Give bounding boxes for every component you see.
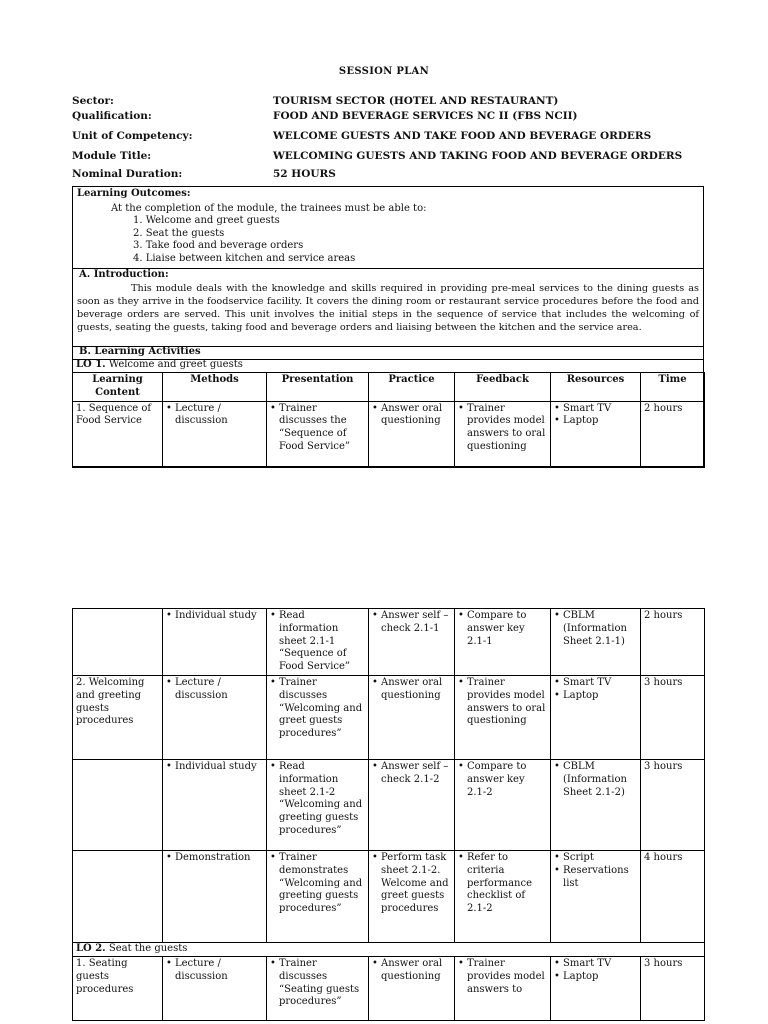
cell-resources: • CBLM (Information Sheet 2.1-2)	[551, 759, 641, 850]
cell-text: Read information sheet 2.1-1 “Sequence of Food Service”	[279, 610, 351, 673]
cell-text: Refer to criteria performance checklist of 2.1-2	[467, 851, 533, 915]
learning-outcomes-intro: At the completion of the module, the trainees must be able to:	[111, 202, 427, 214]
page-title: SESSION PLAN	[338, 66, 430, 77]
cell-methods: • Individual study	[163, 759, 267, 850]
cell-feedback: • Compare to answer key 2.1-1	[455, 609, 551, 676]
cell-resources: • Script • Reservations list	[551, 850, 641, 942]
cell-methods: • Demonstration	[163, 850, 267, 942]
header-text: Learning	[92, 374, 143, 385]
cell-text: Answer self – check 2.1-1	[381, 610, 449, 634]
meta-key: Unit of Competency:	[72, 130, 193, 142]
cell-text: Trainer provides model answers to oral questioning	[467, 402, 546, 452]
list-item: 1. Welcome and greet guests	[133, 215, 280, 227]
cell-practice: • Answer self – check 2.1-1	[369, 609, 455, 676]
cell-text: Demonstration	[175, 851, 251, 863]
cell-methods: • Individual study	[163, 609, 267, 676]
header-presentation: Presentation	[267, 373, 369, 402]
lo1-prefix: LO 1.	[76, 359, 106, 370]
cell-presentation: • Trainer demonstrates “Welcoming and greeting guests procedures”	[267, 850, 369, 942]
cell-text: Trainer discusses “Seating guests procedures”	[279, 957, 360, 1008]
learning-outcomes	[73, 188, 703, 266]
cell-text: Trainer discusses “Welcoming and greet guests procedures”	[279, 676, 363, 740]
table-row	[73, 401, 705, 467]
meta-key: Nominal Duration:	[72, 168, 183, 180]
cell-text: Lecture / discussion	[175, 957, 228, 982]
header-methods: Methods	[163, 373, 267, 402]
cell-text: Script	[563, 851, 594, 863]
cell-content: 1. Sequence of Food Service	[73, 401, 163, 467]
cell-text: CBLM (Information Sheet 2.1-1)	[563, 610, 627, 647]
cell-presentation: • Read information sheet 2.1-2 “Welcoming and greeting guests procedures”	[267, 759, 369, 850]
cell-practice: • Answer oral questioning	[369, 401, 455, 467]
cell-feedback: • Compare to answer key 2.1-2	[455, 759, 551, 850]
header-learning-content	[73, 373, 163, 402]
cell-content	[73, 850, 163, 942]
lo2-heading	[73, 942, 705, 956]
cell-text: Laptop	[563, 689, 599, 701]
lo1-heading	[76, 359, 243, 370]
cell-text: CBLM (Information Sheet 2.1-2)	[563, 760, 627, 798]
cell-text: Answer oral questioning	[381, 402, 443, 427]
learning-outcomes-heading: Learning Outcomes:	[77, 188, 191, 199]
cell-time: 2 hours	[641, 401, 705, 467]
meta-key: Module Title:	[72, 150, 152, 162]
cell-text: Smart TV	[563, 676, 612, 688]
cell-content: 1. Seating guests procedures	[73, 956, 163, 1020]
cell-presentation: • Read information sheet 2.1-1 “Sequence of Food Service”	[267, 609, 369, 676]
cell-text: Perform task sheet 2.1-2. Welcome and greet guests procedures	[381, 851, 449, 915]
cell-methods: • Lecture / discussion	[163, 956, 267, 1020]
cell-content	[73, 759, 163, 850]
cell-text: Trainer provides model answers to oral questioning	[467, 676, 546, 727]
cell-time: 3 hours	[641, 675, 705, 759]
learning-activities-heading: B. Learning Activities	[79, 346, 201, 357]
introduction-text: This module deals with the knowledge and skills required in providing pre-meal services to the dining guests as soon as they arrive in the foodservice facility. It covers the dining room or restaurant service procedures before the food and beverage orders are served. This unit involves the initial steps in the sequence of service that includes the welcoming of guests, seating the guests, taking food and beverage orders and liaising between the kitchen and the service area.	[77, 283, 699, 333]
activities-table-continued	[72, 608, 705, 1021]
cell-time: 3 hours	[641, 956, 705, 1020]
cell-text: Read information sheet 2.1-2 “Welcoming and greeting guests procedures”	[279, 760, 363, 836]
activities-table-lo1	[72, 372, 705, 468]
cell-text: Compare to answer key 2.1-1	[467, 610, 527, 647]
cell-text: Answer self – check 2.1-2	[381, 760, 449, 785]
cell-text: Trainer demonstrates “Welcoming and greeting guests procedures”	[279, 851, 363, 915]
introduction-heading: A. Introduction:	[79, 269, 169, 280]
table-row	[73, 609, 705, 676]
cell-text: Individual study	[175, 610, 257, 621]
cell-time: 3 hours	[641, 759, 705, 850]
header-feedback: Feedback	[455, 373, 551, 402]
learning-outcomes-list	[77, 215, 703, 265]
table-header-row	[73, 373, 705, 402]
cell-practice: • Perform task sheet 2.1-2. Welcome and greet guests procedures	[369, 850, 455, 942]
meta-value: TOURISM SECTOR (HOTEL AND RESTAURANT)	[273, 95, 559, 107]
cell-resources: • Smart TV • Laptop	[551, 675, 641, 759]
cell-methods: • Lecture / discussion	[163, 675, 267, 759]
header-practice: Practice	[369, 373, 455, 402]
cell-resources: • Smart TV • Laptop	[551, 401, 641, 467]
cell-feedback: • Refer to criteria performance checklist of 2.1-2	[455, 850, 551, 942]
meta-value: WELCOMING GUESTS AND TAKING FOOD AND BEVERAGE ORDERS	[273, 150, 683, 162]
cell-text: Lecture / discussion	[175, 402, 228, 427]
cell-resources: • CBLM (Information Sheet 2.1-1)	[551, 609, 641, 676]
cell-time: 2 hours	[641, 609, 705, 676]
table-row	[73, 956, 705, 1020]
meta-value: 52 HOURS	[273, 168, 336, 180]
cell-text: Reservations list	[563, 864, 629, 889]
cell-practice: • Answer oral questioning	[369, 956, 455, 1020]
session-plan-box	[72, 186, 704, 467]
header-text: Content	[95, 386, 140, 398]
meta-key: Qualification:	[72, 110, 152, 122]
list-item: 3. Take food and beverage orders	[133, 240, 304, 252]
lo1-text: Welcome and greet guests	[105, 359, 243, 370]
cell-text: Laptop	[563, 970, 599, 982]
lo2-text: Seat the guests	[105, 942, 188, 954]
cell-presentation: • Trainer discusses the “Sequence of Food Service”	[267, 401, 369, 467]
cell-text: Answer oral questioning	[381, 957, 443, 982]
cell-text: Laptop	[563, 415, 599, 427]
table-row	[73, 675, 705, 759]
cell-feedback: • Trainer provides model answers to	[455, 956, 551, 1020]
list-item: 2. Seat the guests	[133, 227, 225, 239]
meta-key: Sector:	[72, 95, 114, 107]
meta-value: WELCOME GUESTS AND TAKE FOOD AND BEVERAGE ORDERS	[273, 130, 652, 142]
cell-text: Smart TV	[563, 402, 612, 414]
header-time: Time	[641, 373, 705, 402]
cell-feedback: • Trainer provides model answers to oral questioning	[455, 401, 551, 467]
cell-text: Compare to answer key 2.1-2	[467, 760, 527, 798]
cell-text: Trainer discusses the “Sequence of Food Service”	[279, 402, 351, 452]
cell-content: 2. Welcoming and greeting guests procedures	[73, 675, 163, 759]
cell-presentation: • Trainer discusses “Seating guests procedures”	[267, 956, 369, 1020]
table-row	[73, 850, 705, 942]
header-resources: Resources	[551, 373, 641, 402]
lo2-heading-row	[73, 942, 705, 956]
cell-resources: • Smart TV • Laptop	[551, 956, 641, 1020]
cell-presentation: • Trainer discusses “Welcoming and greet guests procedures”	[267, 675, 369, 759]
cell-practice: • Answer oral questioning	[369, 675, 455, 759]
cell-methods: • Lecture / discussion	[163, 401, 267, 467]
list-item: 4. Liaise between kitchen and service areas	[133, 252, 356, 264]
cell-text: Smart TV	[563, 957, 612, 969]
cell-text: Answer oral questioning	[381, 676, 443, 701]
cell-content	[73, 609, 163, 676]
cell-text: Trainer provides model answers to	[467, 957, 545, 995]
cell-feedback: • Trainer provides model answers to oral questioning	[455, 675, 551, 759]
cell-time: 4 hours	[641, 850, 705, 942]
meta-value: FOOD AND BEVERAGE SERVICES NC II (FBS NCII)	[273, 110, 578, 122]
table-row	[73, 759, 705, 850]
cell-text: Individual study	[175, 760, 257, 772]
lo2-prefix: LO 2.	[76, 942, 106, 954]
cell-practice: • Answer self – check 2.1-2	[369, 759, 455, 850]
cell-text: Lecture / discussion	[175, 676, 228, 701]
